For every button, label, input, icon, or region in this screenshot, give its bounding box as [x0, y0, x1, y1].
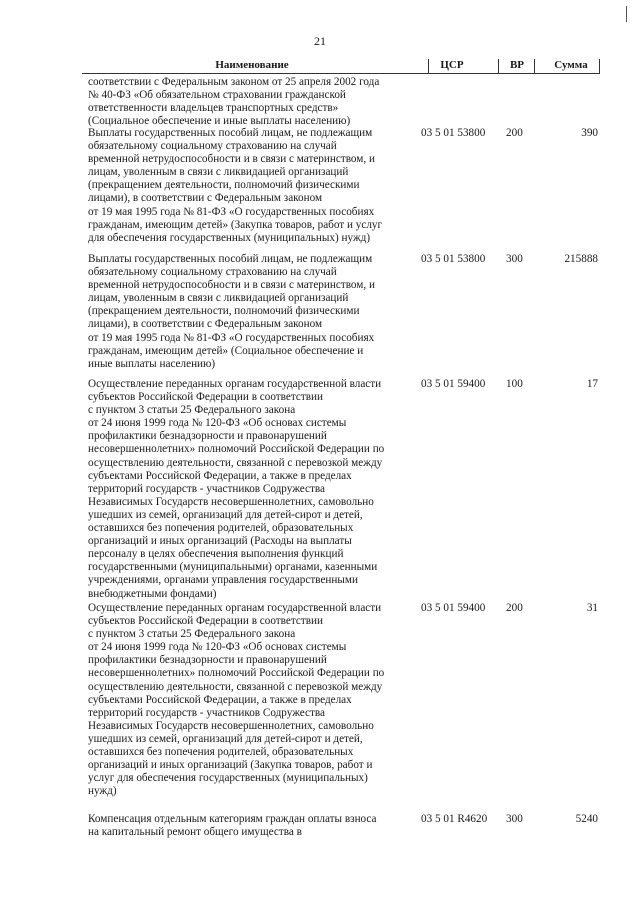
header-rule [82, 73, 600, 74]
row-name-line: услуг для обеспечения государственных (муниципальных) [88, 772, 368, 785]
row-name-line: субъектов Российской Федерации в соответствии [88, 391, 323, 404]
row-name-line: осуществлению деятельности, связанной с перевозкой между [88, 456, 383, 469]
row-name [88, 127, 406, 245]
row-name-line: гражданам, имеющим детей» (Закупка товаров, работ и услуг [88, 218, 383, 231]
row-name-line: с пунктом 3 статьи 25 Федерального закона [88, 404, 296, 417]
row-name-line: (прекращением деятельности, полномочий физическими [88, 305, 360, 318]
row-name-line: Осуществление переданных органам государственной власти [88, 378, 382, 390]
row-name-line: осуществлению деятельности, связанной с перевозкой между [88, 680, 383, 693]
row-csr: 03 5 01 R4620 [421, 813, 488, 825]
row-name [88, 253, 406, 371]
row-name-line: лицам, уволенным в связи с ликвидацией организаций [88, 292, 349, 305]
row-name-line: профилактики безнадзорности и правонарушений [88, 430, 327, 443]
row-name [88, 813, 406, 839]
row-vr: 300 [506, 253, 523, 265]
row-name-line: с пунктом 3 статьи 25 Федерального закона [88, 628, 296, 641]
row-name-line: Компенсация отдельным категориям граждан оплаты взноса [88, 813, 377, 825]
row-vr: 300 [506, 813, 523, 825]
page-number: 21 [314, 34, 326, 48]
row-name-line: на капитальный ремонт общего имущества в [88, 826, 302, 839]
row-name-line: № 40-ФЗ «Об обязательном страховании гражданской [88, 89, 346, 102]
row-name-line: внебюджетными фондами) [88, 587, 217, 600]
row-name-line: гражданам, имеющим детей» (Социальное обеспечение и [88, 344, 364, 357]
row-name-line: лицами), в соответствии с Федеральным законом [88, 192, 323, 205]
row-name-line: лицам, уволенным в связи с ликвидацией организаций [88, 166, 349, 179]
row-name-line: несовершеннолетних» полномочий Российской Федерации по [88, 667, 385, 680]
row-name-line: несовершеннолетних» полномочий Российской Федерации по [88, 443, 385, 456]
row-name-line: Выплаты государственных пособий лицам, не подлежащим [88, 253, 373, 265]
row-sum: 390 [581, 127, 598, 139]
row-name-line: (прекращением деятельности, полномочий физическими [88, 179, 360, 192]
row-name [88, 602, 406, 798]
row-csr: 03 5 01 59400 [421, 602, 486, 614]
row-name-line: ушедших из семей, организаций для детей-сирот и детей, [88, 732, 363, 745]
row-name-line: субъектов Российской Федерации в соответствии [88, 615, 323, 628]
row-name-line: ответственности владельцев транспортных средств» [88, 102, 339, 115]
row-name-line: профилактики безнадзорности и правонарушений [88, 654, 327, 667]
row-name-line: временной нетрудоспособности и в связи с материнством, и [88, 153, 375, 166]
row-name-line: от 19 мая 1995 года № 81-ФЗ «О государственных пособиях [88, 205, 375, 218]
row-name-line: от 19 мая 1995 года № 81-ФЗ «О государственных пособиях [88, 331, 375, 344]
row-name-line: учреждениями, органами управления государственными [88, 574, 358, 587]
row-sum: 17 [586, 378, 598, 390]
table-header [82, 58, 600, 74]
row-name-line: субъектами Российской Федерации, а также в пределах [88, 469, 352, 482]
row-name-line: Осуществление переданных органам государственной власти [88, 602, 382, 614]
row-sum: 215888 [564, 253, 598, 265]
row-name-line: временной нетрудоспособности и в связи с материнством, и [88, 279, 375, 292]
row-name-line: организаций и иных организаций (Расходы на выплаты [88, 535, 352, 548]
row-name-line: территорий государств - участников Содружества [88, 482, 325, 495]
row-name-line: Независимых Государств несовершеннолетних, самовольно [88, 495, 374, 508]
header-sum: Сумма [554, 59, 588, 71]
row-name-line: территорий государств - участников Содружества [88, 706, 325, 719]
row-csr: 03 5 01 53800 [421, 253, 486, 265]
row-name-line: обязательному социальному страхованию на случай [88, 266, 337, 279]
header-vr: ВР [509, 59, 525, 71]
row-name-line: от 24 июня 1999 года № 120-ФЗ «Об основах системы [88, 417, 347, 430]
header-separator [428, 59, 429, 74]
row-name-line: лицами), в соответствии с Федеральным законом [88, 318, 323, 331]
header-name: Наименование [215, 59, 289, 71]
row-name-line: организаций и иных организаций (Закупка товаров, работ и [88, 759, 373, 772]
row-name-line: иные выплаты населению) [88, 357, 216, 370]
header-separator [599, 59, 600, 74]
row-name-line: оставшихся без попечения родителей, образовательных [88, 522, 354, 535]
row-name [88, 378, 406, 601]
row-sum: 31 [586, 602, 598, 614]
row-name-line: субъектами Российской Федерации, а также в пределах [88, 693, 352, 706]
row-name [88, 76, 406, 128]
header-separator [534, 59, 535, 74]
row-name-line: соответствии с Федеральным законом от 25 апреля 2002 года [88, 76, 380, 88]
row-name-line: оставшихся без попечения родителей, образовательных [88, 746, 354, 759]
row-name-line: ушедших из семей, организаций для детей-сирот и детей, [88, 508, 363, 521]
row-name-line: для обеспечения государственных (муниципальных) нужд) [88, 231, 371, 244]
row-csr: 03 5 01 59400 [421, 378, 486, 390]
row-name-line: нужд) [88, 785, 117, 798]
row-name-line: персоналу в целях обеспечения выполнения функций [88, 548, 344, 561]
row-name-line: от 24 июня 1999 года № 120-ФЗ «Об основах системы [88, 641, 347, 654]
row-name-line: (Социальное обеспечение и иные выплаты населению) [88, 115, 351, 128]
row-name-line: государственными (муниципальными) органами, казенными [88, 561, 378, 574]
header-separator [498, 59, 499, 74]
row-name-line: обязательному социальному страхованию на случай [88, 140, 337, 153]
header-csr: ЦСР [440, 59, 464, 71]
row-csr: 03 5 01 53800 [421, 127, 486, 139]
row-vr: 100 [506, 378, 523, 390]
row-name-line: Выплаты государственных пособий лицам, не подлежащим [88, 127, 373, 139]
scan-edge-mark [626, 6, 630, 22]
row-sum: 5240 [575, 813, 598, 825]
row-vr: 200 [506, 127, 523, 139]
row-name-line: Независимых Государств несовершеннолетних, самовольно [88, 719, 374, 732]
row-vr: 200 [506, 602, 523, 614]
